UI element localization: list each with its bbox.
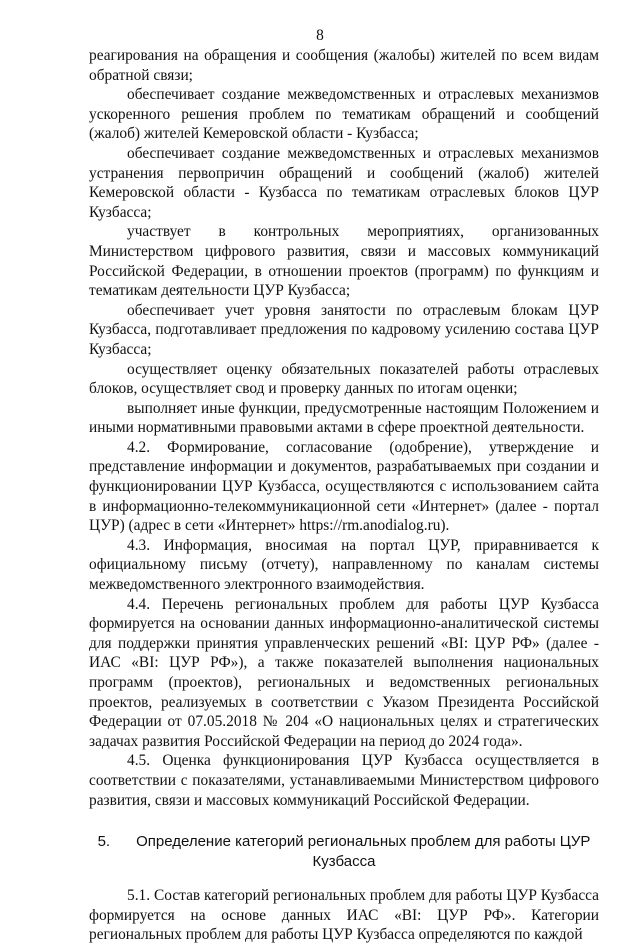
paragraph: обеспечивает учет уровня занятости по отраслевым блокам ЦУР Кузбасса, подготавливает предложения по кадровому усилению состава ЦУР Кузбасса; [89, 301, 599, 358]
paragraph-4-3: 4.3. Информация, вносимая на портал ЦУР, приравнивается к официальному письму (отчету), направленному по каналам системы межведомственного электронного взаимодействия. [89, 536, 599, 594]
paragraph: выполняет иные функции, предусмотренные настоящим Положением и иными нормативными правовыми актами в сфере проектной деятельности. [89, 399, 599, 437]
paragraph: обеспечивает создание межведомственных и отраслевых механизмов ускоренного решения проблем по тематикам обращений и сообщений (жалоб) жителей Кемеровской области - Кузбасса; [89, 86, 599, 143]
paragraph: реагирования на обращения и сообщения (жалобы) жителей по всем видам обратной связи; [89, 47, 599, 84]
paragraph: обеспечивает создание межведомственных и отраслевых механизмов устранения первопричин обращений и сообщений (жалоб) жителей Кемеровской области - Кузбасса по тематикам отраслевых блоков ЦУР Кузбасса; [89, 144, 599, 221]
document-body [89, 46, 599, 945]
paragraph-5-1: 5.1. Состав категорий региональных проблем для работы ЦУР Кузбасса формируется на основе данных ИАС «BI: ЦУР РФ». Категории региональных проблем для работы ЦУР Кузбасса определяются по каждой [89, 887, 599, 944]
section-number: 5. [97, 833, 111, 851]
paragraph: осуществляет оценку обязательных показателей работы отраслевых блоков, осуществляет свод и проверку данных по итогам оценки; [89, 360, 599, 398]
paragraph-4-4: 4.4. Перечень региональных проблем для работы ЦУР Кузбасса формируется на основании данных информационно-аналитической системы для поддержки принятия управленческих решений «BI: ЦУР РФ» (далее - ИАС «BI: ЦУР РФ»), а также показателей выполнения национальных программ (проектов), региональных и ведомственных региональных проектов, реализуемых в соответствии с Указом Президента Российской Федерации от 07.05.2018 № 204 «О национальных целях и стратегических задачах развития Российской Федерации на период до 2024 года». [89, 595, 599, 750]
paragraph-4-5: 4.5. Оценка функционирования ЦУР Кузбасса осуществляется в соответствии с показателями, устанавливаемыми Министерством цифрового развития, связи и массовых коммуникаций Российской Федерации. [89, 752, 599, 809]
section-heading [89, 832, 599, 872]
page-number: 8 [316, 27, 324, 44]
paragraph: участвует в контрольных мероприятиях, организованных Министерством цифрового развития, связи и массовых коммуникаций Российской Федерации, в отношении проектов (программ) по функциям и тематикам деятельности ЦУР Кузбасса; [89, 223, 599, 300]
paragraph-4-2: 4.2. Формирование, согласование (одобрение), утверждение и представление информации и документов, разрабатываемых при создании и функционировании ЦУР Кузбасса, осуществляются с использованием сайта в информационно-телекоммуникационной сети «Интернет» (далее - портал ЦУР) (адрес в сети «Интернет» https://rm.anodialog.ru). [89, 438, 599, 535]
section-title: Определение категорий региональных проблем для работы ЦУР Кузбасса [136, 833, 591, 871]
